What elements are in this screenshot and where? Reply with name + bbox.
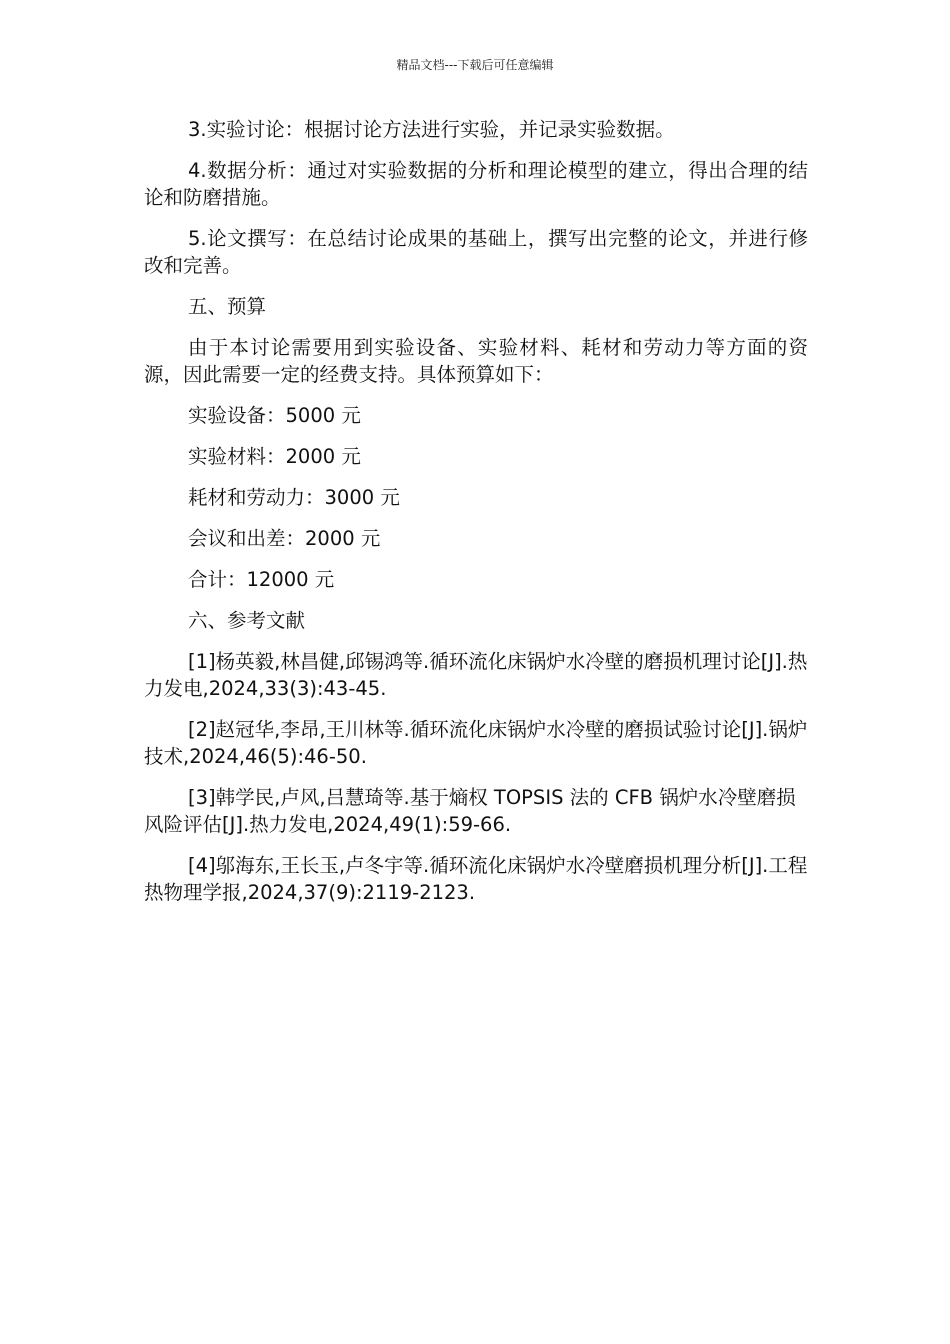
references-heading: 六、参考文献 <box>188 609 306 632</box>
budget-item-meetings-travel: 会议和出差：2000 元 <box>188 527 381 550</box>
budget-heading: 五、预算 <box>188 295 267 318</box>
budget-item-materials: 实验材料：2000 元 <box>188 445 361 468</box>
budget-intro-paragraph: 由于本讨论需要用到实验设备、实验材料、耗材和劳动力等方面的资源，因此需要一定的经费支持。具体预算如下： <box>144 336 808 386</box>
page-header: 精品文档---下载后可任意编辑 <box>396 58 554 72</box>
document-body <box>144 116 808 920</box>
step-4-paragraph: 4.数据分析：通过对实验数据的分析和理论模型的建立，得出合理的结论和防磨措施。 <box>144 159 808 209</box>
step-5-paragraph: 5.论文撰写：在总结讨论成果的基础上，撰写出完整的论文，并进行修改和完善。 <box>144 227 808 277</box>
reference-item: [4]邬海东,王长玉,卢冬宇等.循环流化床锅炉水冷壁磨损机理分析[J].工程热物理学报,2024,37(9):2119-2123. <box>144 854 808 904</box>
budget-item-equipment: 实验设备：5000 元 <box>188 404 361 427</box>
reference-item: [3]韩学民,卢风,吕慧琦等.基于熵权 TOPSIS 法的 CFB 锅炉水冷壁磨损风险评估[J].热力发电,2024,49(1):59-66. <box>144 786 796 836</box>
budget-item-consumables-labor: 耗材和劳动力：3000 元 <box>188 486 400 509</box>
step-3-paragraph: 3.实验讨论：根据讨论方法进行实验，并记录实验数据。 <box>188 118 675 141</box>
reference-item: [2]赵冠华,李昂,王川林等.循环流化床锅炉水冷壁的磨损试验讨论[J].锅炉技术,2024,46(5):46-50. <box>144 718 808 768</box>
reference-item: [1]杨英毅,林昌健,邱锡鸿等.循环流化床锅炉水冷壁的磨损机理讨论[J].热力发电,2024,33(3):43-45. <box>144 650 808 700</box>
budget-total: 合计：12000 元 <box>188 568 335 591</box>
